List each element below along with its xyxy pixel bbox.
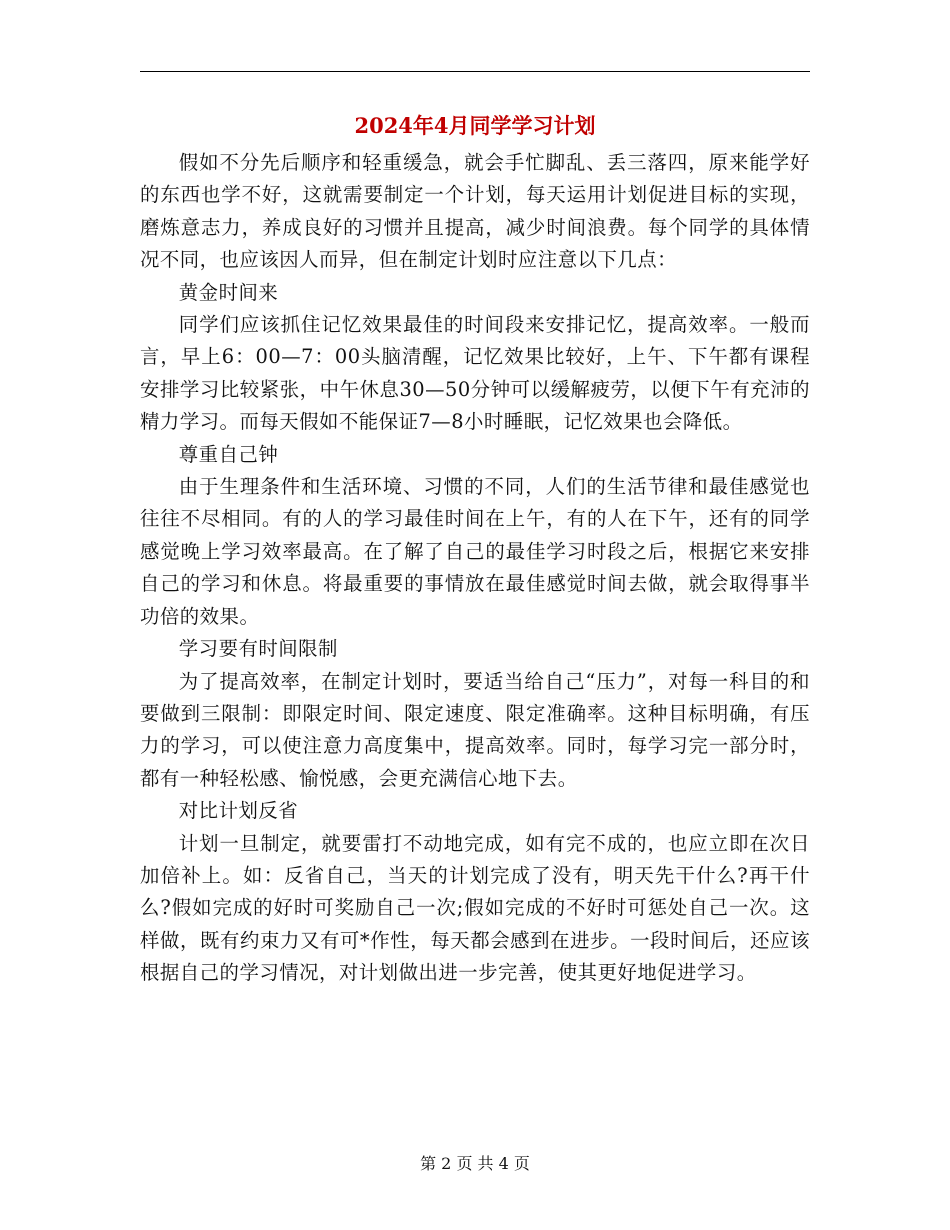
page-number-label: 第 2 页 共 4 页 <box>420 1154 530 1173</box>
document-title: 2024年4月同学学习计划 <box>354 113 596 138</box>
section-heading-own-clock: 尊重自己钟 <box>178 442 279 466</box>
document-body <box>140 147 810 990</box>
section-heading-time-limit: 学习要有时间限制 <box>178 637 338 661</box>
section-heading-review: 对比计划反省 <box>178 799 299 823</box>
section-paragraph-own-clock: 由于生理条件和生活环境、习惯的不同，人们的生活节律和最佳感觉也往往不尽相同。有的人的学习最佳时间在上午，有的人在下午，还有的同学感觉晚上学习效率最高。在了解了自己的最佳学习时段之后，根据它来安排自己的学习和休息。将最重要的事情放在最佳感觉时间去做，就会取得事半功倍的效果。 <box>140 475 810 628</box>
intro-paragraph: 假如不分先后顺序和轻重缓急，就会手忙脚乱、丢三落四，原来能学好的东西也学不好，这就需要制定一个计划，每天运用计划促进目标的实现，磨炼意志力，养成良好的习惯并且提高，减少时间浪费。每个同学的具体情况不同，也应该因人而异，但在制定计划时应注意以下几点： <box>140 151 810 272</box>
page-footer <box>140 1152 810 1176</box>
header-rule <box>140 71 810 72</box>
section-paragraph-golden-time: 同学们应该抓住记忆效果最佳的时间段来安排记忆，提高效率。一般而言，早上6：00—7：00头脑清醒，记忆效果比较好，上午、下午都有课程安排学习比较紧张，中午休息30—50分钟可以缓解疲劳，以便下午有充沛的精力学习。而每天假如不能保证7—8小时睡眠，记忆效果也会降低。 <box>140 313 810 434</box>
section-heading-golden-time: 黄金时间来 <box>178 280 279 304</box>
section-paragraph-review: 计划一旦制定，就要雷打不动地完成，如有完不成的，也应立即在次日加倍补上。如：反省自己，当天的计划完成了没有，明天先干什么?再干什么?假如完成的好时可奖励自己一次;假如完成的不好时可惩处自己一次。这样做，既有约束力又有可*作性，每天都会感到在进步。一段时间后，还应该根据自己的学习情况，对计划做出进一步完善，使其更好地促进学习。 <box>140 831 810 985</box>
section-paragraph-time-limit: 为了提高效率，在制定计划时，要适当给自己“压力”，对每一科目的和要做到三限制：即限定时间、限定速度、限定准确率。这种目标明确，有压力的学习，可以使注意力高度集中，提高效率。同时，每学习完一部分时，都有一种轻松感、愉悦感，会更充满信心地下去。 <box>140 669 810 790</box>
